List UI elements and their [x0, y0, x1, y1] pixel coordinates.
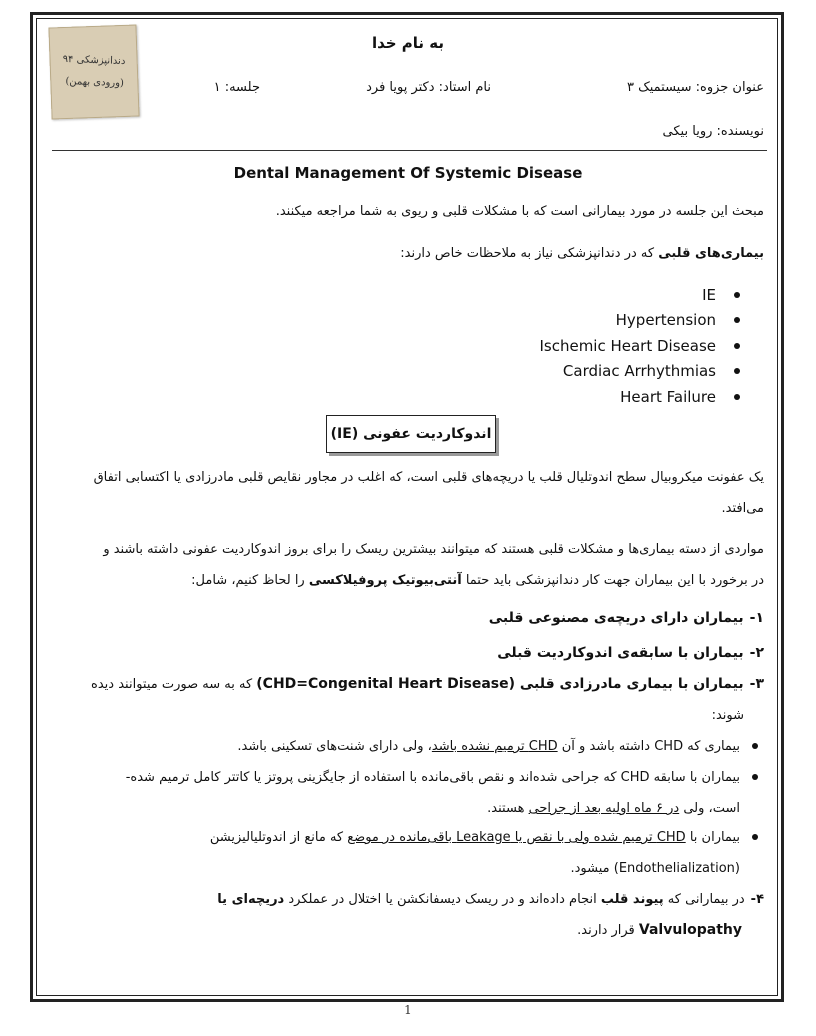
risk-item-3 [91, 676, 764, 692]
chd-case-1 [68, 731, 756, 762]
document-title: Dental Management Of Systemic Disease [233, 164, 583, 182]
session-number: جلسه: ۱ [213, 80, 260, 95]
valvulopathy-term: Valvulopathy [638, 922, 742, 938]
list-item-label: Ischemic Heart Disease [539, 337, 716, 355]
cardiac-lead-bold: بیماری‌های قلبی [658, 246, 764, 261]
item-text: در بیمارانی که [663, 892, 745, 907]
case-text-end: ، ولی دارای شنت‌های تسکینی باشد. [237, 739, 432, 754]
stamp-line-1: دندانپزشکی ۹۴ [62, 53, 126, 68]
case-text-underlined: در ۶ ماه اولیه بعد از جراحی [528, 801, 680, 816]
cardiac-lead-text: که در دندانپزشکی نیاز به ملاحظات خاص دارند: [400, 246, 659, 261]
risk-item-3-continued: شوند: [711, 708, 744, 723]
bullet-icon [752, 774, 758, 780]
bullet-icon [752, 743, 758, 749]
valvular-term: دریچه‌ای یا [217, 892, 285, 907]
case-text-end: که مانع از اندوتلیالیزیشن [209, 830, 348, 845]
bullet-icon [752, 834, 758, 840]
list-item [539, 334, 740, 358]
item-number: ۴- [750, 892, 764, 907]
list-item [620, 385, 740, 409]
list-item-label: Cardiac Arrhythmias [562, 362, 716, 380]
chd-case-3 [68, 822, 756, 884]
ie-definition [52, 462, 764, 524]
item-number: ۳- [749, 676, 764, 692]
risk-item-4 [52, 884, 764, 946]
list-item [563, 359, 740, 383]
bullet-icon [734, 343, 740, 349]
case-text-end: هستند. [487, 801, 529, 816]
heart-transplant-term: پیوند قلب [600, 892, 664, 907]
item-text-bold: بیماران با بیماری مادرزادی قلبی (CHD=Congenital Heart Disease) [256, 676, 744, 692]
item-text-end: قرار دارند. [577, 923, 639, 938]
case-line-1: بیماران با سابقه CHD که جراحی شده‌اند و نقص باقی‌مانده با استفاده از جایگزینی پروتز یا کاتتر کامل ترمیم شده- [125, 770, 740, 785]
list-item [702, 283, 740, 307]
list-item-label: IE [702, 286, 716, 304]
ie-definition-line-1: یک عفونت میکروبیال سطح اندوتلیال قلب یا دریچه‌های قلبی است، که اغلب در مجاور نقایص قلبی مادرزادی یا اکتسابی اتفاق [93, 470, 764, 485]
risk-paragraph [52, 534, 764, 596]
cardiac-lead-paragraph [52, 238, 764, 269]
chd-case-2 [50, 762, 756, 824]
risk-line-1: مواردی از دسته بیماری‌ها و مشکلات قلبی هستند که میتوانند بیشترین ریسک را برای بروز اندوکاردیت عفونی داشته باشند و [103, 542, 764, 557]
bullet-icon [734, 292, 740, 298]
case-text: بیماران با [685, 830, 740, 845]
page-number: 1 [404, 1003, 412, 1017]
ie-section-heading: اندوکاردیت عفونی (IE) [326, 415, 496, 453]
case-line-2: (Endothelialization) میشود. [570, 861, 740, 876]
risk-line-2 [52, 565, 764, 596]
item-text-middle: انجام داده‌اند و در ریسک دیسفانکشن یا اختلال در عملکرد [284, 892, 601, 907]
ie-definition-line-2: می‌افتد. [721, 501, 764, 516]
item-text: بیماران با سابقه‌ی اندوکاردیت قبلی [497, 645, 744, 661]
item-number: ۲- [749, 645, 764, 661]
basmala-heading: به نام خدا [371, 34, 445, 52]
risk-item-2 [497, 645, 764, 661]
case-text: است، ولی [679, 801, 740, 816]
risk-item-1 [489, 610, 764, 626]
item-number: ۱- [749, 610, 764, 626]
case-text-underlined: CHD ترمیم نشده باشد [431, 739, 558, 754]
bullet-icon [734, 368, 740, 374]
teacher-name: نام استاد: دکتر پویا فرد [366, 80, 491, 95]
bullet-icon [734, 394, 740, 400]
case-text: بیماری که CHD داشته باشد و آن [557, 739, 740, 754]
item-text: بیماران دارای دریچه‌ی مصنوعی قلبی [488, 610, 744, 626]
item-text: که به سه صورت میتوانند دیده [91, 677, 257, 692]
list-item-label: Hypertension [615, 311, 716, 329]
author-name: نویسنده: رویا بیکی [662, 124, 764, 139]
stamp-line-2: (ورودی بهمن) [64, 75, 124, 90]
course-title: عنوان جزوه: سیستمیک ۳ [626, 80, 764, 95]
header-divider [52, 150, 767, 151]
list-item-label: Heart Failure [620, 388, 716, 406]
intro-paragraph: مبحث این جلسه در مورد بیمارانی است که با مشکلات قلبی و ریوی به شما مراجعه میکنند. [275, 204, 764, 219]
risk-line-2-text: در برخورد با این بیماران جهت کار دندانپزشکی باید حتما [461, 573, 764, 588]
risk-line-2-end: را لحاظ کنیم، شامل: [191, 573, 309, 588]
antibiotic-prophylaxis-term: آنتی‌بیوتیک پروفیلاکسی [308, 573, 462, 588]
list-item [616, 308, 740, 332]
case-text-underlined: CHD ترمیم شده ولی با نقص یا Leakage باقی‌مانده در موضع [347, 830, 686, 845]
bullet-icon [734, 317, 740, 323]
case-line-2 [50, 793, 756, 824]
